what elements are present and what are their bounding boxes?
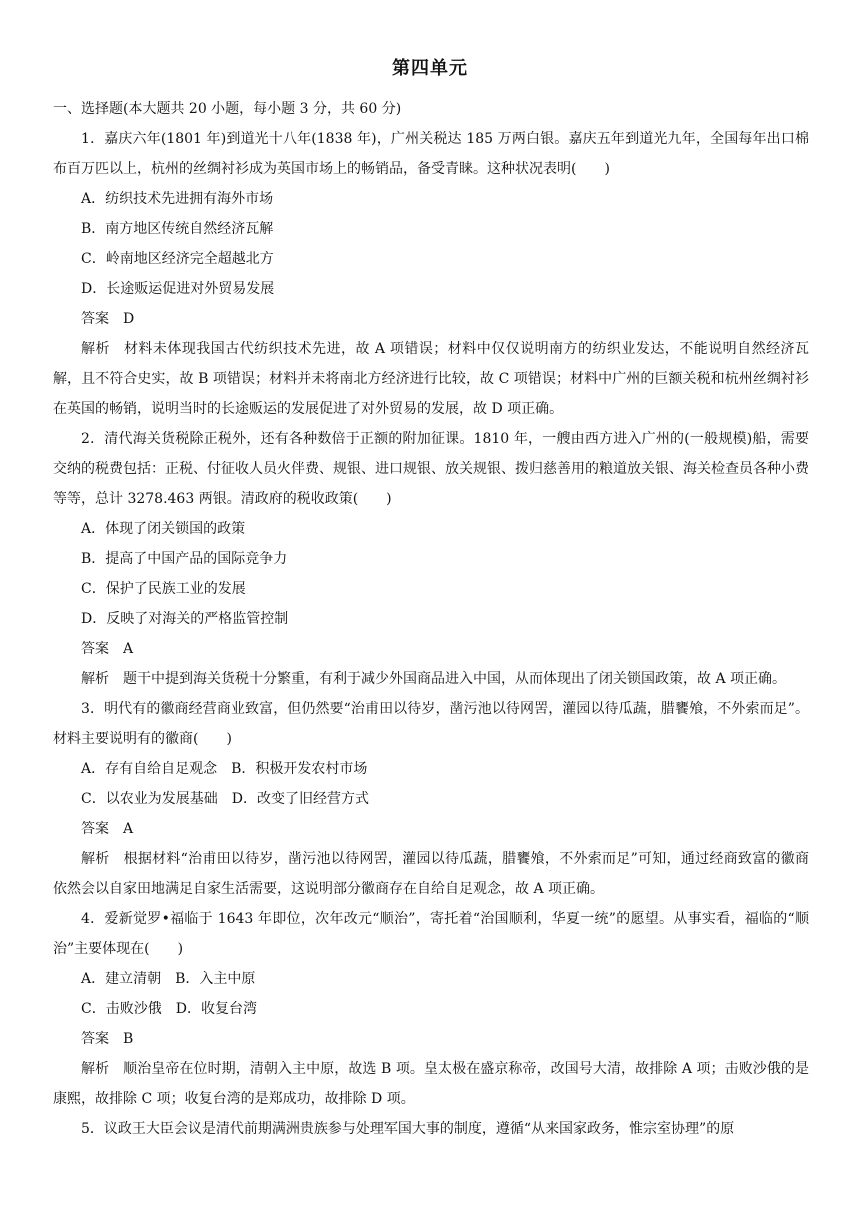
question-2-stem: 2．清代海关货税除正税外，还有各种数倍于正额的附加征课。1810 年，一艘由西方进入广州的(一般规模)船，需要交纳的税费包括：正税、付征收人员火伴费、规银、进口规银、放关规银、拨归慈善用的粮道放关银、海关检查员各种小费等等，总计 3278.463 两银。清政府的税收政策( )	[53, 431, 809, 507]
answer-value: A	[123, 641, 134, 657]
explanation-label: 解析	[81, 1061, 110, 1077]
question-4-option-b: B．入主中原	[175, 971, 256, 987]
explanation-label: 解析	[81, 341, 110, 357]
question-1-option-b: B．南方地区传统自然经济瓦解	[81, 221, 274, 237]
answer-label: 答案	[81, 311, 109, 327]
answer-label: 答案	[81, 821, 109, 837]
answer-label: 答案	[81, 641, 109, 657]
question-1-option-a: A．纺织技术先进拥有海外市场	[81, 191, 274, 207]
answer-value: B	[123, 1031, 134, 1047]
explanation-text: 顺治皇帝在位时期，清朝入主中原，故选 B 项。皇太极在盛京称帝，改国号大清，故排除 A 项；击败沙俄的是康熙，故排除 C 项；收复台湾的是郑成功，故排除 D 项。	[53, 1061, 810, 1107]
question-2-option-b: B．提高了中国产品的国际竞争力	[81, 551, 288, 567]
explanation-label: 解析	[81, 671, 109, 687]
question-3-options-row-1	[53, 754, 809, 784]
answer-value: D	[123, 311, 135, 327]
question-2-option-d: D．反映了对海关的严格监管控制	[81, 611, 289, 627]
question-4-explanation	[53, 1054, 809, 1114]
question-3-explanation	[53, 844, 809, 904]
question-3-answer	[53, 814, 809, 844]
question-3-options-row-2	[53, 784, 809, 814]
question-5-stem: 5．议政王大臣会议是清代前期满洲贵族参与处理军国大事的制度，遵循“从来国家政务，惟宗室协理”的原	[81, 1121, 735, 1137]
question-2-option-c: C．保护了民族工业的发展	[81, 581, 246, 597]
question-1-explanation	[53, 334, 809, 424]
question-4-options-row-2	[53, 994, 809, 1024]
explanation-text: 根据材料“治甫田以待岁，凿污池以待网罟，灌园以待瓜蔬，腊饔飧，不外索而足”可知，通过经商致富的徽商依然会以自家田地满足自家生活需要，这说明部分徽商存在自给自足观念，故 A 项正确。	[53, 851, 810, 897]
question-3-option-c: C．以农业为发展基础	[81, 791, 218, 807]
page-title: 第四单元	[392, 58, 468, 79]
question-1-answer	[53, 304, 809, 334]
question-4-option-d: D．收复台湾	[175, 1001, 257, 1017]
question-1-option-c: C．岭南地区经济完全超越北方	[81, 251, 274, 267]
question-4-option-c: C．击败沙俄	[81, 1001, 162, 1017]
question-4-stem: 4．爱新觉罗•福临于 1643 年即位，次年改元“顺治”，寄托着“治国顺利，华夏一统”的愿望。从事实看，福临的“顺治”主要体现在( )	[53, 911, 809, 957]
question-1-option-d: D．长途贩运促进对外贸易发展	[81, 281, 275, 297]
question-2-explanation	[53, 664, 809, 694]
question-4-option-a: A．建立清朝	[81, 971, 162, 987]
answer-value: A	[123, 821, 134, 837]
explanation-label: 解析	[81, 851, 110, 867]
answer-label: 答案	[81, 1031, 109, 1047]
document-body	[53, 94, 809, 1144]
question-2-option-a: A．体现了闭关锁国的政策	[81, 521, 246, 537]
question-4-options-row-1	[53, 964, 809, 994]
question-4-answer	[53, 1024, 809, 1054]
explanation-text: 材料未体现我国古代纺织技术先进，故 A 项错误；材料中仅仅说明南方的纺织业发达，不能说明自然经济瓦解，且不符合史实，故 B 项错误；材料并未将南北方经济进行比较，故 C 项错误；材料中广州的巨额关税和杭州丝绸衬衫在英国的畅销，说明当时的长途贩运的发展促进了对外贸易的发展，故 D 项正确。	[53, 341, 810, 417]
question-3-option-d: D．改变了旧经营方式	[231, 791, 369, 807]
question-2-answer	[53, 634, 809, 664]
question-3-option-a: A．存有自给自足观念	[81, 761, 218, 777]
question-1-stem: 1．嘉庆六年(1801 年)到道光十八年(1838 年)，广州关税达 185 万两白银。嘉庆五年到道光九年，全国每年出口棉布百万匹以上，杭州的丝绸衬衫成为英国市场上的畅销品，备受青睐。这种状况表明( )	[53, 131, 809, 177]
question-3-option-b: B．积极开发农村市场	[231, 761, 368, 777]
question-3-stem: 3．明代有的徽商经营商业致富，但仍然要“治甫田以待岁，凿污池以待网罟，灌园以待瓜蔬，腊饔飧，不外索而足”。材料主要说明有的徽商( )	[53, 701, 809, 747]
section-heading: 一、选择题(本大题共 20 小题，每小题 3 分，共 60 分)	[53, 101, 402, 117]
explanation-text: 题干中提到海关货税十分繁重，有利于减少外国商品进入中国，从而体现出了闭关锁国政策，故 A 项正确。	[123, 671, 787, 687]
